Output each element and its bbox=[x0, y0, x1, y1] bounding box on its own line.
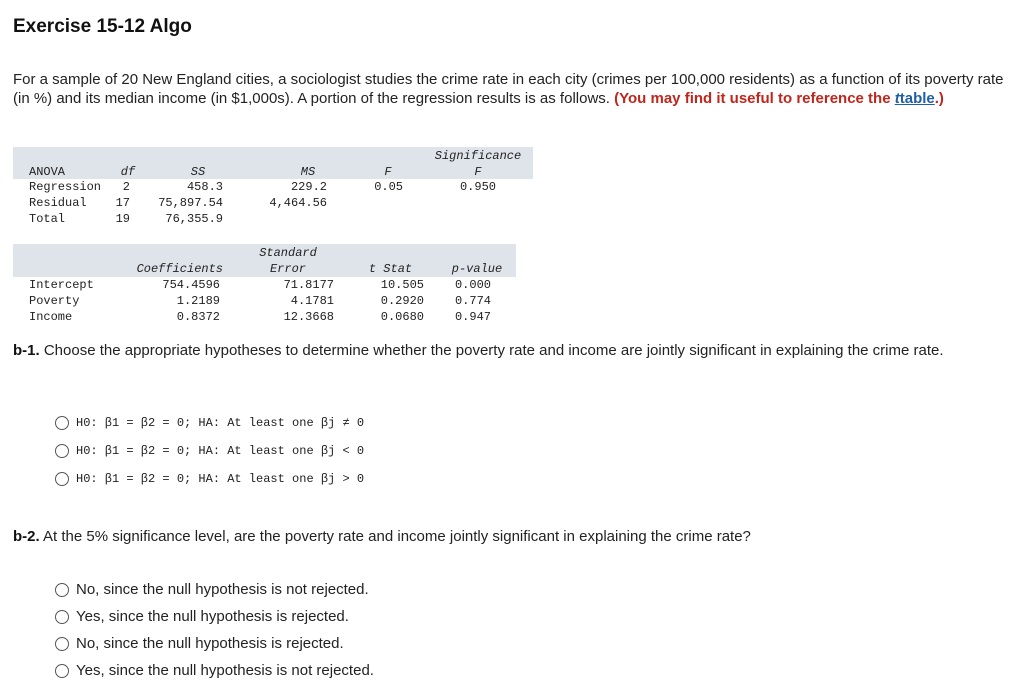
coef-se: 4.1781 bbox=[290, 294, 334, 308]
radio-button[interactable] bbox=[55, 416, 69, 430]
exercise-title: Exercise 15-12 Algo bbox=[13, 16, 192, 37]
b2-option[interactable] bbox=[55, 608, 349, 625]
coef-value: 1.2189 bbox=[176, 294, 220, 308]
anova-table bbox=[13, 147, 533, 227]
b1-option[interactable] bbox=[55, 416, 364, 430]
b2-option[interactable] bbox=[55, 662, 374, 679]
radio-button[interactable] bbox=[55, 637, 69, 651]
question-b2 bbox=[13, 527, 1008, 546]
table-link-text: table bbox=[899, 90, 935, 107]
coef-se: 71.8177 bbox=[283, 278, 334, 292]
coef-tstat: 0.2920 bbox=[380, 294, 424, 308]
b1-option-text: H0: β1 = β2 = 0; HA: At least one βj ≠ 0 bbox=[76, 416, 365, 430]
coef-tstat: 0.0680 bbox=[380, 310, 424, 324]
anova-ms: 4,464.56 bbox=[269, 196, 327, 210]
anova-col-sig-f: F bbox=[474, 165, 482, 179]
hint-prefix: (You may find it useful to reference the bbox=[614, 90, 895, 107]
coef-tstat: 10.505 bbox=[380, 278, 424, 292]
b2-option-text: No, since the null hypothesis is rejected. bbox=[76, 635, 344, 652]
anova-sig-f: 0.950 bbox=[459, 180, 496, 194]
anova-col-label: ANOVA bbox=[29, 165, 66, 179]
coef-col-tstat: t Stat bbox=[368, 262, 413, 276]
anova-ms: 229.2 bbox=[290, 180, 327, 194]
anova-col-ss: SS bbox=[190, 165, 206, 179]
coefficients-table bbox=[13, 244, 516, 326]
coef-row-label: Poverty bbox=[29, 294, 80, 308]
b2-option[interactable] bbox=[55, 635, 344, 652]
anova-row-label: Total bbox=[29, 212, 66, 226]
coef-se: 12.3668 bbox=[283, 310, 334, 324]
question-b1-label: b-1. bbox=[13, 342, 40, 359]
coef-value: 0.8372 bbox=[176, 310, 220, 324]
anova-row-label: Regression bbox=[29, 180, 102, 194]
anova-df: 2 bbox=[122, 180, 130, 194]
radio-button[interactable] bbox=[55, 610, 69, 624]
radio-button[interactable] bbox=[55, 664, 69, 678]
coef-pvalue: 0.000 bbox=[454, 278, 491, 292]
coef-row-label: Intercept bbox=[29, 278, 94, 292]
hint-suffix: .) bbox=[934, 90, 944, 107]
sig-f-header-top: Significance bbox=[434, 149, 522, 163]
anova-df: 19 bbox=[115, 212, 130, 226]
b2-option-text: No, since the null hypothesis is not rejected. bbox=[76, 581, 369, 598]
b1-option-text: H0: β1 = β2 = 0; HA: At least one βj > 0 bbox=[76, 472, 365, 486]
anova-col-f: F bbox=[384, 165, 392, 179]
coef-col-pvalue: p-value bbox=[451, 262, 503, 276]
anova-ss: 458.3 bbox=[186, 180, 223, 194]
b2-option-text: Yes, since the null hypothesis is rejected. bbox=[76, 608, 349, 625]
anova-ss: 75,897.54 bbox=[158, 196, 223, 210]
table-hint bbox=[614, 90, 944, 107]
question-b1 bbox=[13, 341, 1008, 360]
se-header-top: Standard bbox=[259, 246, 317, 260]
t-letter: t bbox=[894, 90, 900, 107]
anova-col-df: df bbox=[120, 165, 136, 179]
question-b2-text: At the 5% significance level, are the poverty rate and income jointly significant in explaining the crime rate? bbox=[39, 528, 751, 545]
anova-row-label: Residual bbox=[29, 196, 87, 210]
anova-f: 0.05 bbox=[374, 180, 403, 194]
b2-option[interactable] bbox=[55, 581, 369, 598]
coef-col-coefficients: Coefficients bbox=[136, 262, 223, 276]
question-b2-label: b-2. bbox=[13, 528, 40, 545]
problem-statement bbox=[13, 70, 1008, 108]
anova-df: 17 bbox=[115, 196, 130, 210]
anova-col-ms: MS bbox=[300, 165, 316, 179]
radio-button[interactable] bbox=[55, 444, 69, 458]
question-b1-text: Choose the appropriate hypotheses to determine whether the poverty rate and income are jointly significant in explaining the crime rate. bbox=[39, 342, 944, 359]
anova-ss: 76,355.9 bbox=[165, 212, 223, 226]
coef-value: 754.4596 bbox=[162, 278, 220, 292]
t-table-link[interactable] bbox=[895, 90, 935, 107]
coef-col-se: Error bbox=[269, 262, 306, 276]
problem-text: For a sample of 20 New England cities, a sociologist studies the crime rate in each city (crimes per 100,000 residents) as a function of its poverty rate (in %) and its median income (in $1,000s). A portion of the regression results is as follows. bbox=[13, 71, 1004, 107]
b1-option-text: H0: β1 = β2 = 0; HA: At least one βj < 0 bbox=[76, 444, 365, 458]
coef-pvalue: 0.947 bbox=[454, 310, 491, 324]
b1-option[interactable] bbox=[55, 472, 364, 486]
radio-button[interactable] bbox=[55, 583, 69, 597]
b1-option[interactable] bbox=[55, 444, 364, 458]
coef-row-label: Income bbox=[29, 310, 73, 324]
b2-option-text: Yes, since the null hypothesis is not rejected. bbox=[76, 662, 374, 679]
coef-pvalue: 0.774 bbox=[454, 294, 491, 308]
radio-button[interactable] bbox=[55, 472, 69, 486]
